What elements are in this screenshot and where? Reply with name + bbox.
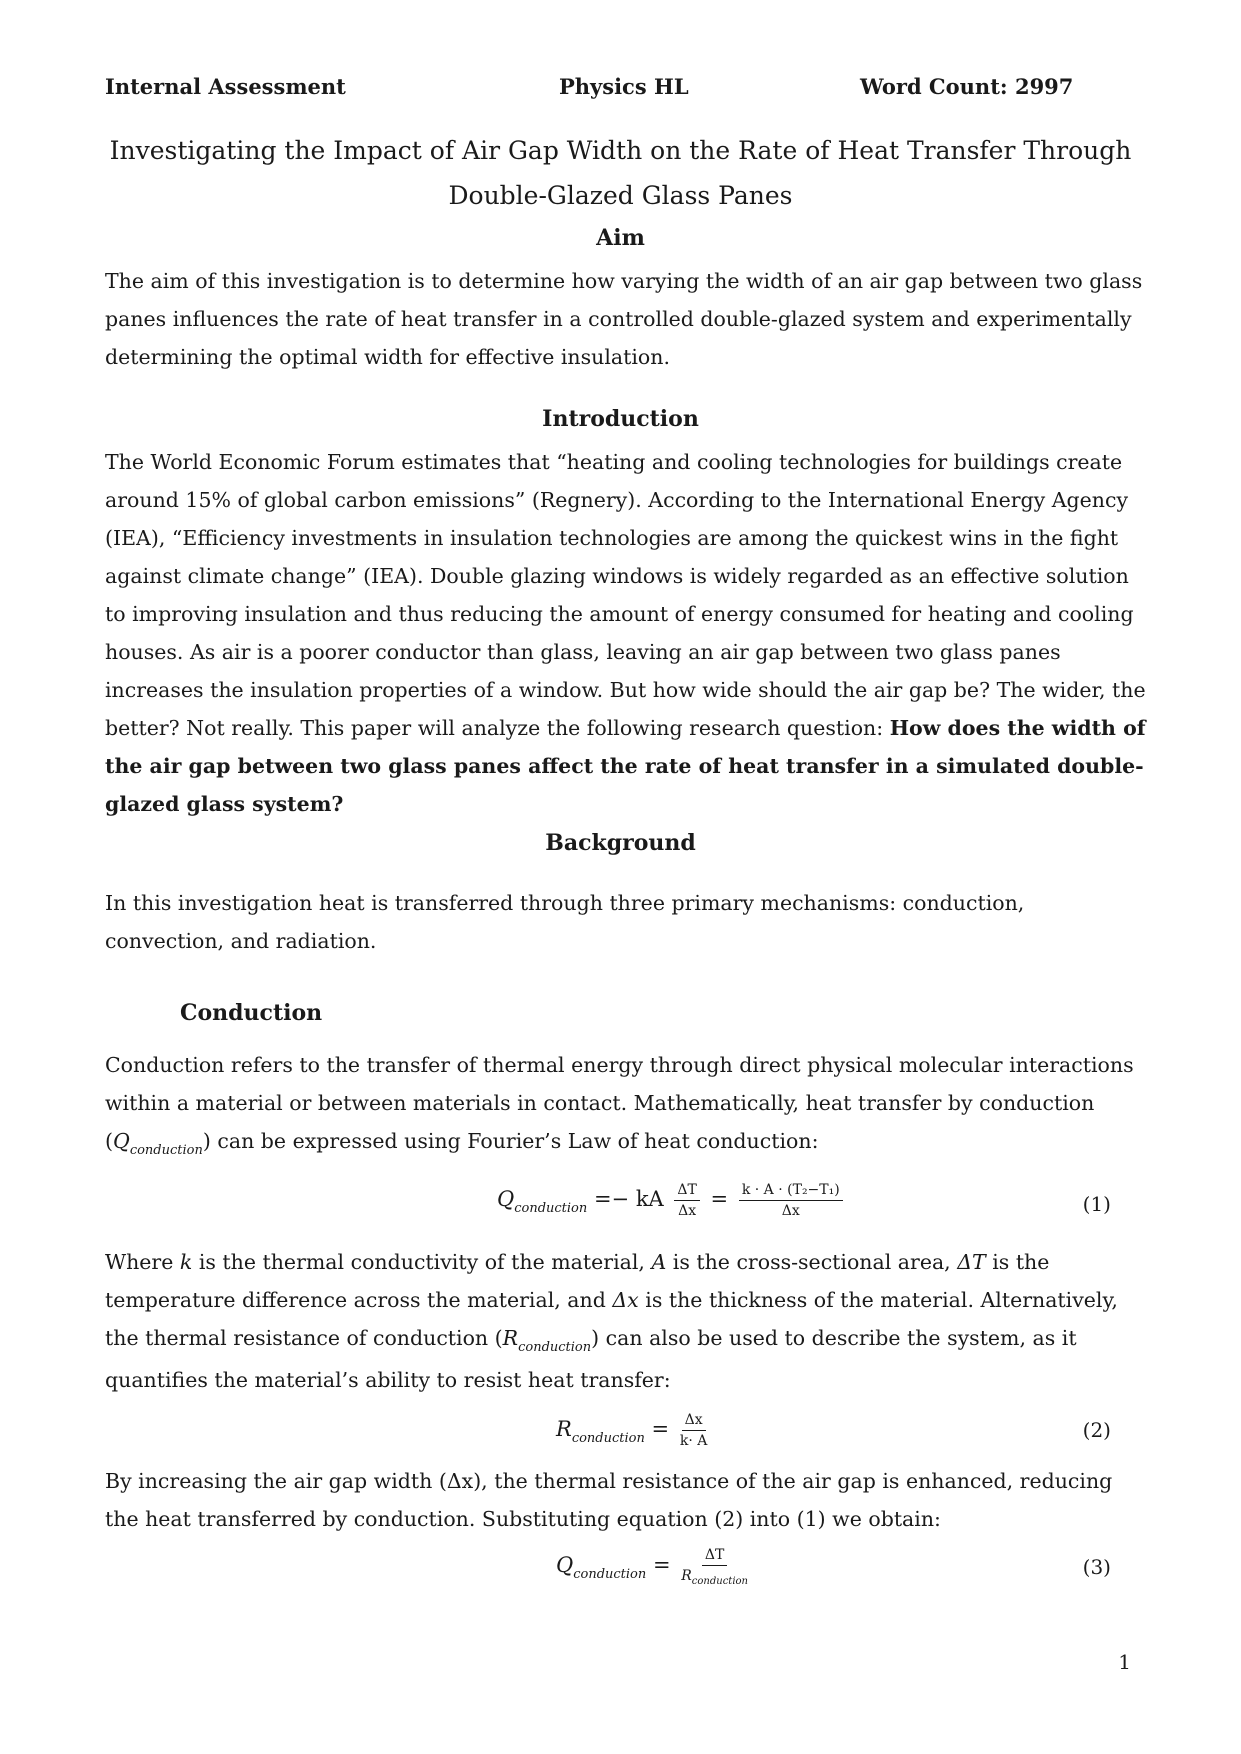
conduction-text-2a: Where — [105, 1250, 180, 1274]
conduction-text-2e: is the thickness of the material. Alternatively, the thermal resistance of conduction ( — [105, 1288, 1118, 1350]
eq2-equals: = — [651, 1417, 670, 1441]
equation-number-3: (3) — [1082, 1555, 1111, 1579]
introduction-heading: Introduction — [542, 406, 699, 432]
equation-1 — [497, 1180, 847, 1221]
eq3-equals: = — [652, 1553, 671, 1577]
eq1-fraction-1 — [674, 1180, 699, 1221]
equation-number-1: (1) — [1082, 1192, 1111, 1216]
eq2-numerator: Δx — [682, 1410, 706, 1431]
subscript-conduction: conduction — [129, 1143, 203, 1158]
header-word-count: Word Count: 2997 — [860, 74, 1074, 99]
eq1-numerator-2: k · A · (T₂−T₁) — [739, 1180, 843, 1201]
equation-2 — [556, 1410, 711, 1451]
conduction-heading: Conduction — [180, 1000, 323, 1026]
symbol-Q: Q — [113, 1129, 130, 1153]
conduction-text-2b: is the thermal conductivity of the material, — [192, 1250, 652, 1274]
eq1-numerator: ΔT — [674, 1180, 699, 1201]
header-left: Internal Assessment — [105, 74, 346, 99]
title-line-1: Investigating the Impact of Air Gap Width on the Rate of Heat Transfer Through — [109, 136, 1132, 165]
conduction-paragraph-3: By increasing the air gap width (Δx), the thermal resistance of the air gap is enhanced, reducing the heat transferred by conduction. Substituting equation (2) into (1) we obtain: — [105, 1469, 1113, 1531]
symbol-R: R — [502, 1326, 519, 1350]
conduction-paragraph-1 — [105, 1046, 1147, 1164]
background-heading: Background — [545, 830, 696, 856]
eq3-R: R — [681, 1568, 692, 1584]
symbol-k: k — [179, 1250, 193, 1274]
conduction-text-2c: is the cross-sectional area, — [666, 1250, 958, 1274]
subscript-conduction-2: conduction — [518, 1340, 592, 1355]
eq1-equals-kA: =− kA — [593, 1187, 664, 1211]
page-title — [100, 128, 1141, 218]
page-number: 1 — [1118, 1650, 1131, 1674]
eq2-R: R — [556, 1417, 572, 1441]
aim-heading: Aim — [596, 225, 645, 251]
conduction-paragraph-2 — [105, 1243, 1147, 1399]
equation-3 — [556, 1545, 752, 1588]
symbol-deltax: Δx — [612, 1288, 639, 1312]
eq2-denominator: k· A — [679, 1433, 708, 1449]
eq1-Q: Q — [497, 1187, 515, 1211]
research-question: How does the width of the air gap between two glass panes affect the rate of heat transfer in a simulated double-glazed glass system? — [105, 716, 1146, 816]
eq3-den-subscript: conduction — [691, 1576, 748, 1587]
introduction-paragraph — [105, 443, 1147, 823]
symbol-A: A — [651, 1250, 667, 1274]
eq1-fraction-2 — [739, 1180, 843, 1221]
eq3-fraction — [681, 1545, 748, 1588]
eq1-equals: = — [710, 1187, 729, 1211]
conduction-text-1b: ) can be expressed using Fourier’s Law of heat conduction: — [202, 1129, 819, 1153]
eq2-subscript: conduction — [571, 1431, 645, 1446]
symbol-deltaT: ΔT — [957, 1250, 986, 1274]
eq1-subscript: conduction — [514, 1201, 588, 1216]
equation-number-2: (2) — [1082, 1418, 1111, 1442]
conduction-text-2f: ) can also be used to describe the system, as it quantifies the material’s ability to resist heat transfer: — [105, 1326, 1077, 1392]
eq3-denominator — [681, 1566, 748, 1588]
eq3-subscript: conduction — [573, 1567, 647, 1582]
background-paragraph: In this investigation heat is transferred through three primary mechanisms: conduction, convection, and radiation. — [105, 891, 1025, 953]
introduction-text: The World Economic Forum estimates that “heating and cooling technologies for buildings create around 15% of global carbon emissions” (Regnery). According to the International Energy Agency (IEA), “Efficiency investments in insulation technologies are among the quickest wins in the fight against climate change” (IEA). Double glazing windows is widely regarded as an effective solution to improving insulation and thus reducing the amount of energy consumed for heating and cooling houses. As air is a poorer conductor than glass, leaving an air gap between two glass panes increases the insulation properties of a window. But how wide should the air gap be? The wider, the better? Not really. This paper will analyze the following research question: — [105, 450, 1146, 740]
eq3-Q: Q — [556, 1553, 574, 1577]
eq3-numerator: ΔT — [702, 1545, 727, 1566]
aim-paragraph: The aim of this investigation is to determine how varying the width of an air gap between two glass panes influences the rate of heat transfer in a controlled double-glazed system and experimentally determining the optimal width for effective insulation. — [105, 269, 1143, 369]
conduction-text-2d: is the temperature difference across the material, and — [105, 1250, 1050, 1312]
eq2-fraction — [680, 1410, 708, 1451]
title-line-2: Double-Glazed Glass Panes — [448, 181, 793, 210]
eq1-denominator-2: Δx — [781, 1203, 800, 1219]
header-center: Physics HL — [559, 74, 689, 99]
conduction-text-1a: Conduction refers to the transfer of thermal energy through direct physical molecular interactions within a material or between materials in contact. Mathematically, heat transfer by conduction ( — [105, 1053, 1134, 1153]
eq1-denominator: Δx — [678, 1203, 697, 1219]
